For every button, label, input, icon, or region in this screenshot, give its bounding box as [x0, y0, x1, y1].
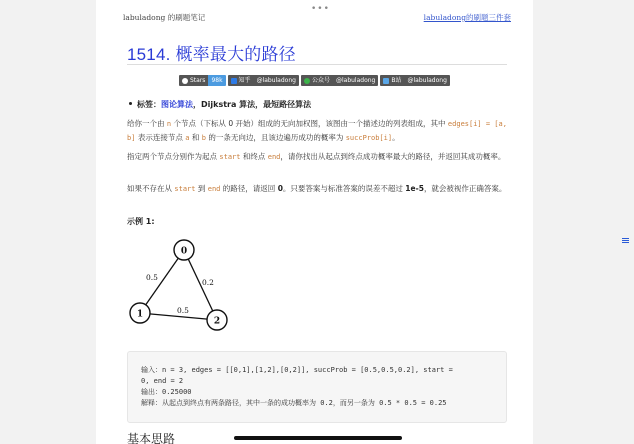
example-title: 示例 1:	[127, 217, 155, 226]
badge-wechat[interactable]	[301, 75, 378, 86]
example-graph	[124, 235, 244, 335]
graph-edge-label: 0.5	[146, 273, 158, 282]
problem-paragraph-2: 指定两个节点分别作为起点 start 和终点 end，请你找出从起点到终点成功概率最大的路径，并返回其成功概率。	[127, 152, 506, 161]
more-dots-icon[interactable]: •••	[311, 4, 330, 14]
graph-edge-label: 0.2	[202, 278, 214, 287]
badge-row	[179, 75, 450, 86]
graph-node-label: 1	[136, 309, 144, 320]
wechat-icon	[304, 78, 310, 84]
graph-edge-label: 0.5	[177, 306, 189, 315]
home-indicator[interactable]	[234, 436, 402, 440]
header-link[interactable]: labuladong的刷题三件套	[423, 13, 511, 22]
github-icon	[182, 78, 188, 84]
example-code-text: 输入：n = 3, edges = [[0,1],[1,2],[0,2]], succProb = [0.5,0.5,0.2], start = 0, end = 2 输出：0.25000 解释：从起点到终点有两条路径，其中一条的成功概率为 0.2，而另一条为 0.5 * 0.5 = 0.25	[141, 366, 453, 407]
example-code-block	[127, 351, 507, 423]
title-divider	[127, 64, 507, 65]
badge-value: @labuladong	[333, 75, 378, 86]
tags-rest: ，Dijkstra 算法，最短路径算法	[193, 100, 312, 109]
graph-node-label: 0	[180, 246, 188, 257]
site-title: labuladong 的刷题笔记	[123, 13, 206, 22]
problem-paragraph-1: 给你一个由 n 个节点（下标从 0 开始）组成的无向加权图，该图由一个描述边的列表组成，其中 edges[i] = [a, b] 表示连接节点 a 和 b 的一条无向边，且该边遍历成功的概率为 succProb[i]。	[127, 119, 507, 142]
tags-prefix: 标签：	[137, 100, 161, 109]
badge-value: @labuladong	[404, 75, 449, 86]
badge-label: B站	[391, 77, 402, 84]
badge-value: 98k	[208, 75, 225, 86]
problem-paragraph-3: 如果不存在从 start 到 end 的路径，请返回 0。只要答案与标准答案的误差不超过 1e-5，就会被视作正确答案。	[127, 184, 507, 193]
tag-link-graph[interactable]: 图论算法	[161, 100, 193, 109]
page-title: 1514. 概率最大的路径	[127, 45, 296, 64]
bilibili-icon	[383, 78, 389, 84]
badge-value: @labuladong	[254, 75, 299, 86]
badge-zhihu[interactable]	[228, 75, 299, 86]
section-heading: 基本思路	[127, 432, 176, 444]
badge-github[interactable]	[179, 75, 226, 86]
zhihu-icon	[231, 78, 237, 84]
badge-label: 公众号	[311, 77, 330, 84]
badge-label: Stars	[190, 77, 206, 84]
graph-node-label: 2	[213, 316, 221, 327]
toc-menu-icon[interactable]	[619, 233, 631, 247]
badge-label: 知乎	[238, 77, 251, 84]
page-sheet	[96, 0, 533, 444]
tags-line	[137, 99, 311, 110]
badge-bilibili[interactable]	[380, 75, 450, 86]
